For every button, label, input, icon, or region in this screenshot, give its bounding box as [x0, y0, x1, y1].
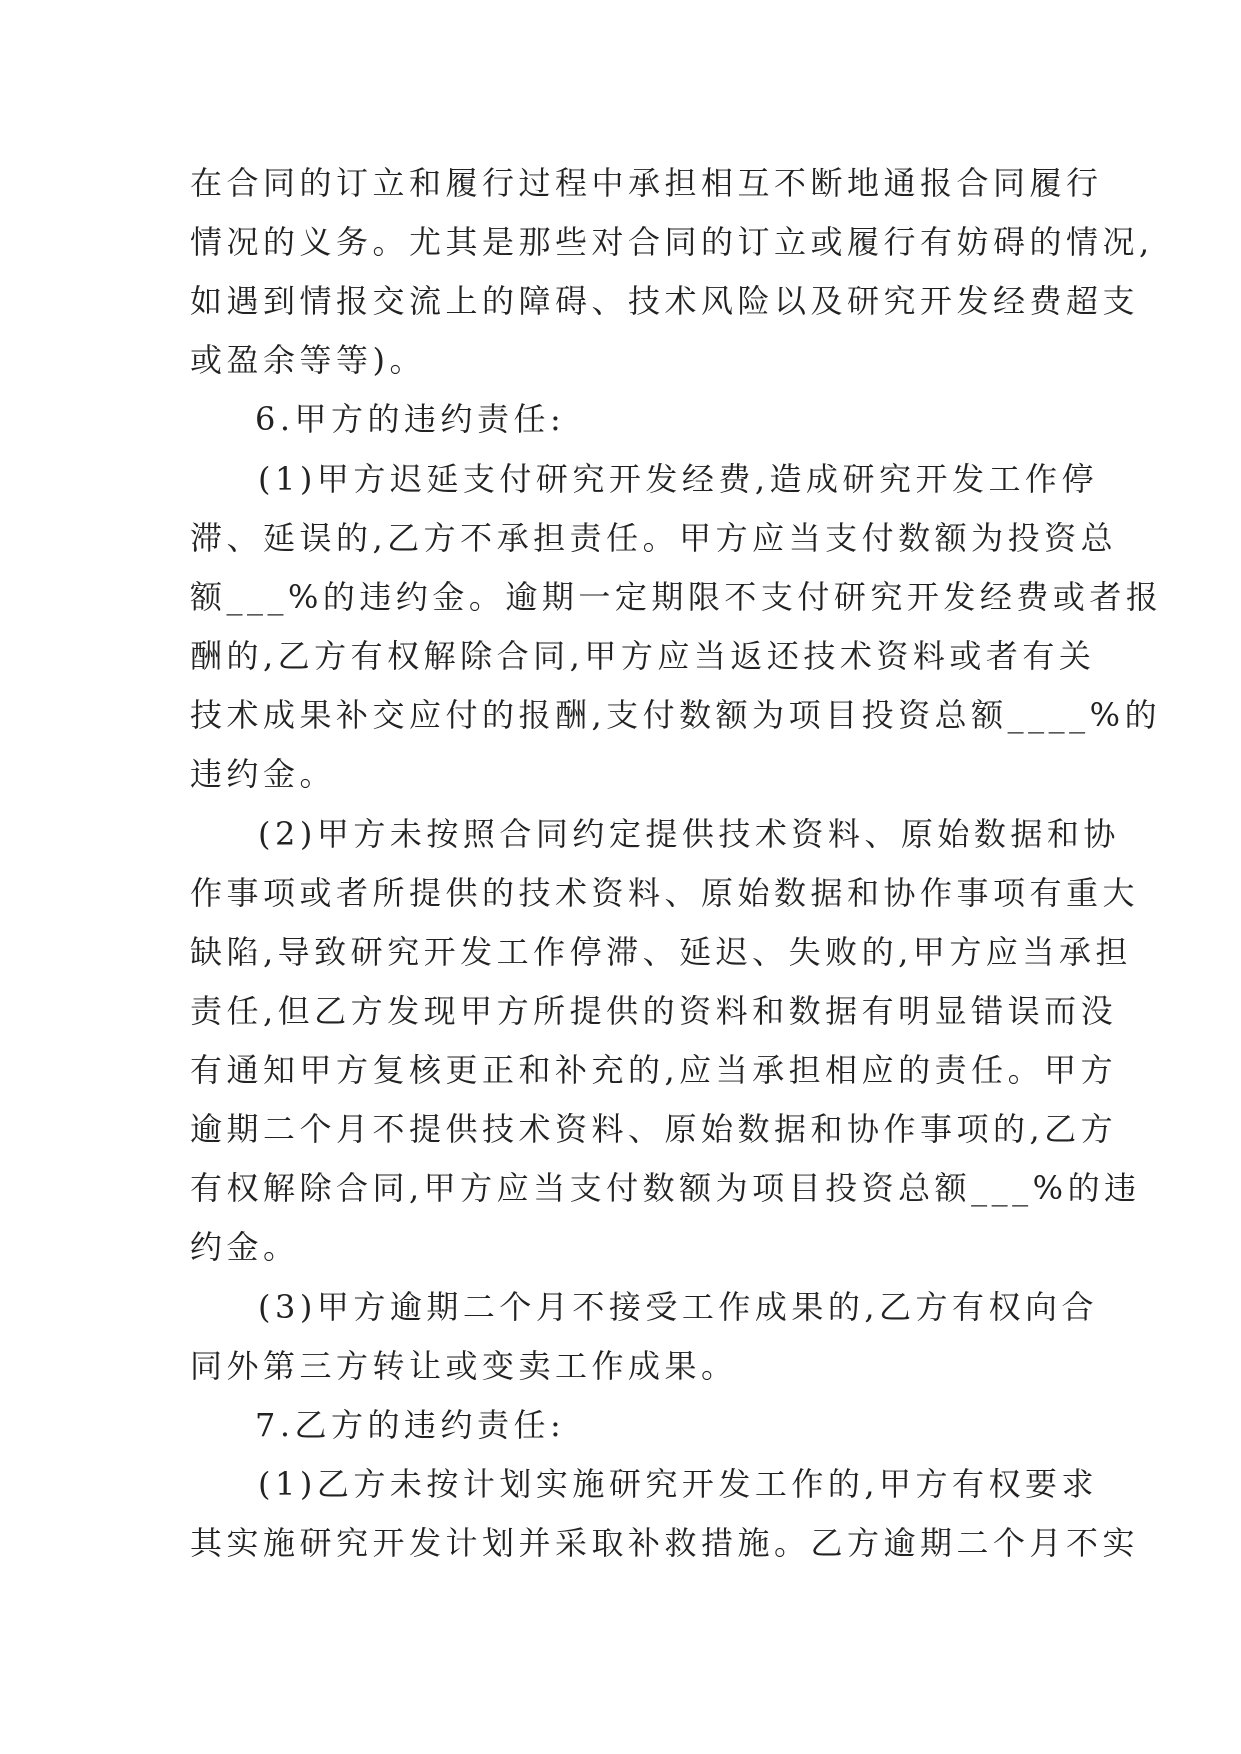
text-line: 逾期二个月不提供技术资料、原始数据和协作事项的,乙方 — [190, 1110, 1118, 1148]
text-line: 情况的义务。尤其是那些对合同的订立或履行有妨碍的情况, — [190, 223, 1154, 261]
text-line: 约金。 — [190, 1228, 300, 1266]
text-line: 其实施研究开发计划并采取补救措施。乙方逾期二个月不实 — [190, 1524, 1140, 1562]
section-heading: 7.乙方的违约责任: — [255, 1406, 566, 1444]
text-line: 缺陷,导致研究开发工作停滞、延迟、失败的,甲方应当承担 — [190, 933, 1132, 971]
text-line: 滞、延误的,乙方不承担责任。甲方应当支付数额为投资总 — [190, 519, 1118, 557]
text-line: 同外第三方转让或变卖工作成果。 — [190, 1347, 738, 1385]
text-line: (1)甲方迟延支付研究开发经费,造成研究开发工作停 — [258, 460, 1099, 498]
text-line: (2)甲方未按照合同约定提供技术资料、原始数据和协 — [258, 815, 1120, 853]
text-line: 责任,但乙方发现甲方所提供的资料和数据有明显错误而没 — [190, 992, 1118, 1030]
text-line: 违约金。 — [190, 755, 337, 793]
text-line: 如遇到情报交流上的障碍、技术风险以及研究开发经费超支 — [190, 282, 1140, 320]
text-line: 酬的,乙方有权解除合同,甲方应当返还技术资料或者有关 — [190, 637, 1096, 675]
text-line: 作事项或者所提供的技术资料、原始数据和协作事项有重大 — [190, 874, 1140, 912]
text-line: 在合同的订立和履行过程中承担相互不断地通报合同履行 — [190, 164, 1103, 202]
text-line: (3)甲方逾期二个月不接受工作成果的,乙方有权向合 — [258, 1288, 1099, 1326]
text-line: 有权解除合同,甲方应当支付数额为项目投资总额___%的违 — [190, 1169, 1141, 1207]
section-heading: 6.甲方的违约责任: — [255, 400, 566, 438]
text-line: (1)乙方未按计划实施研究开发工作的,甲方有权要求 — [258, 1465, 1099, 1503]
text-line: 或盈余等等)。 — [190, 341, 426, 379]
text-line: 有通知甲方复核更正和补充的,应当承担相应的责任。甲方 — [190, 1051, 1118, 1089]
text-line: 技术成果补交应付的报酬,支付数额为项目投资总额____%的 — [190, 696, 1162, 734]
text-line: 额___%的违约金。逾期一定期限不支付研究开发经费或者报 — [190, 578, 1163, 616]
